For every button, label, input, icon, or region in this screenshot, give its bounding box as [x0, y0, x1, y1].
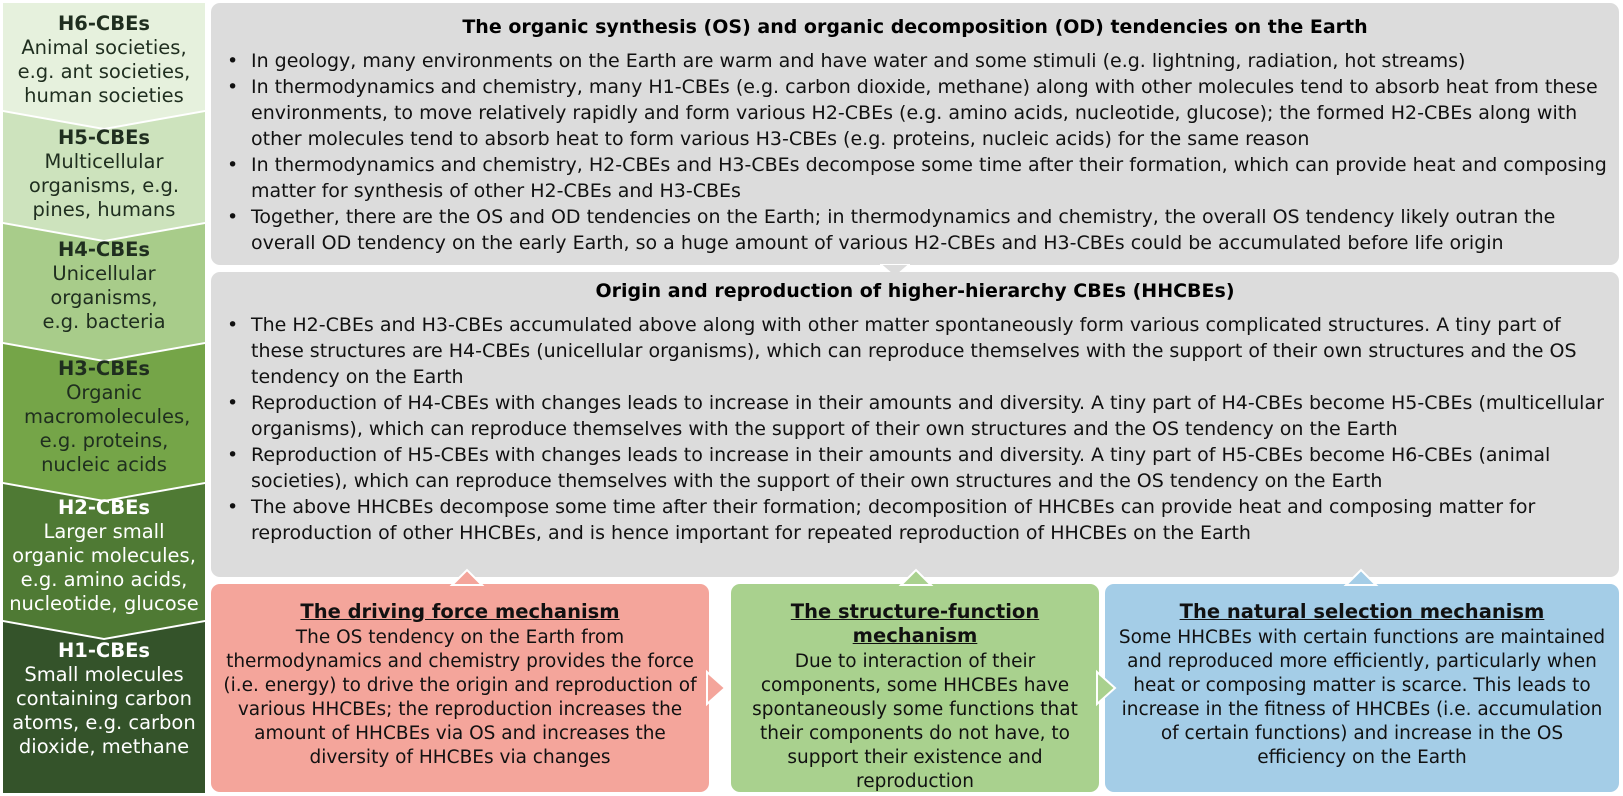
origin-bullet-1: • The H2-CBEs and H3-CBEs accumulated above along with other matter spontaneously form various complicated structures. A tiny part of these structures are H4-CBEs (unicellular organisms), which can reproduce themselves with the support of their own structures and the OS tendency on the Earth [221, 312, 1616, 390]
os-od-bullet-4: • Together, there are the OS and OD tendencies on the Earth; in thermodynamics and chemistry, the overall OS tendency likely outran the overall OD tendency on the early Earth, so a huge amount of various H2-CBEs and H3-CBEs could be accumulated before life origin [221, 204, 1616, 256]
level-h6-title: H6-CBEs [57, 12, 151, 35]
structure-function-text: Due to interaction of their components, some HHCBEs have spontaneously some functions that their components do not have, to support their existence and reproduction [752, 651, 1078, 792]
level-h6-desc: Animal societies, e.g. ant societies, human societies [17, 36, 191, 107]
os-od-title: The organic synthesis (OS) and organic decomposition (OD) tendencies on the Earth [462, 16, 1368, 38]
level-h4 [0, 238, 208, 334]
origin-bullet-4: • The above HHCBEs decompose some time after their formation; decomposition of HHCBEs can provide heat and composing matter for reproduction of other HHCBEs, and is hence important for repeated reproduction of HHCBEs on the Earth [221, 494, 1616, 546]
level-h3-title: H3-CBEs [57, 357, 151, 380]
level-h6 [0, 12, 208, 108]
structure-function-title: The structure-function mechanism [790, 600, 1040, 647]
os-od-panel [211, 3, 1619, 265]
origin-reproduction-title: Origin and reproduction of higher-hierarchy CBEs (HHCBEs) [595, 280, 1235, 302]
level-h2-title: H2-CBEs [57, 496, 151, 519]
level-h1 [0, 639, 208, 759]
structure-function-box [731, 584, 1099, 792]
level-h4-desc: Unicellular organisms, e.g. bacteria [42, 262, 166, 333]
level-h5-title: H5-CBEs [57, 126, 151, 149]
driving-force-title: The driving force mechanism [300, 600, 620, 623]
level-h4-title: H4-CBEs [57, 238, 151, 261]
origin-bullet-list [221, 312, 1616, 546]
natural-selection-text: Some HHCBEs with certain functions are maintained and reproduced more efficiently, particularly when heat or composing matter is scarce. This leads to increase in the fitness of HHCBEs (i.e. accumulation of certain functions) and increase in the OS efficiency on the Earth [1118, 627, 1606, 768]
natural-selection-title: The natural selection mechanism [1179, 600, 1545, 623]
level-h2-desc: Larger small organic molecules, e.g. amino acids, nucleotide, glucose [9, 520, 199, 615]
level-h2 [0, 496, 208, 616]
level-h5 [0, 126, 208, 222]
level-h3 [0, 357, 208, 477]
origin-bullet-2: • Reproduction of H4-CBEs with changes leads to increase in their amounts and diversity. A tiny part of H4-CBEs become H5-CBEs (multicellular organisms), which can reproduce themselves with the support of their own structures and the OS tendency on the Earth [221, 390, 1616, 442]
origin-bullet-3: • Reproduction of H5-CBEs with changes leads to increase in their amounts and diversity. A tiny part of H5-CBEs become H6-CBEs (animal societies), which can reproduce themselves with the support of their own structures and the OS tendency on the Earth [221, 442, 1616, 494]
os-od-bullet-3: • In thermodynamics and chemistry, H2-CBEs and H3-CBEs decompose some time after their formation, which can provide heat and composing matter for synthesis of other H2-CBEs and H3-CBEs [221, 152, 1616, 204]
os-od-bullet-1: • In geology, many environments on the Earth are warm and have water and some stimuli (e.g. lightning, radiation, hot streams) [221, 48, 1616, 74]
level-h1-title: H1-CBEs [57, 639, 151, 662]
driving-force-box [211, 584, 709, 792]
level-h5-desc: Multicellular organisms, e.g. pines, humans [28, 150, 180, 221]
driving-force-text: The OS tendency on the Earth from thermodynamics and chemistry provides the force (i.e. energy) to drive the origin and reproduction of various HHCBEs; the reproduction increases the amount of HHCBEs via OS and increases the diversity of HHCBEs via changes [223, 627, 697, 768]
natural-selection-box [1105, 584, 1619, 792]
origin-reproduction-panel [211, 272, 1619, 577]
os-od-bullet-list [221, 48, 1616, 256]
level-h1-desc: Small molecules containing carbon atoms, e.g. carbon dioxide, methane [12, 663, 196, 758]
driving-to-structure-chevron [707, 672, 725, 704]
level-h3-desc: Organic macromolecules, e.g. proteins, nucleic acids [24, 381, 191, 476]
os-od-bullet-2: • In thermodynamics and chemistry, many H1-CBEs (e.g. carbon dioxide, methane) along with other molecules tend to absorb heat from these environments, to move relatively rapidly and form various H2-CBEs (e.g. amino acids, nucleotide, glucose); the formed H2-CBEs along with other molecules tend to absorb heat to form various H3-CBEs (e.g. proteins, nucleic acids) for the same reason [221, 74, 1616, 152]
